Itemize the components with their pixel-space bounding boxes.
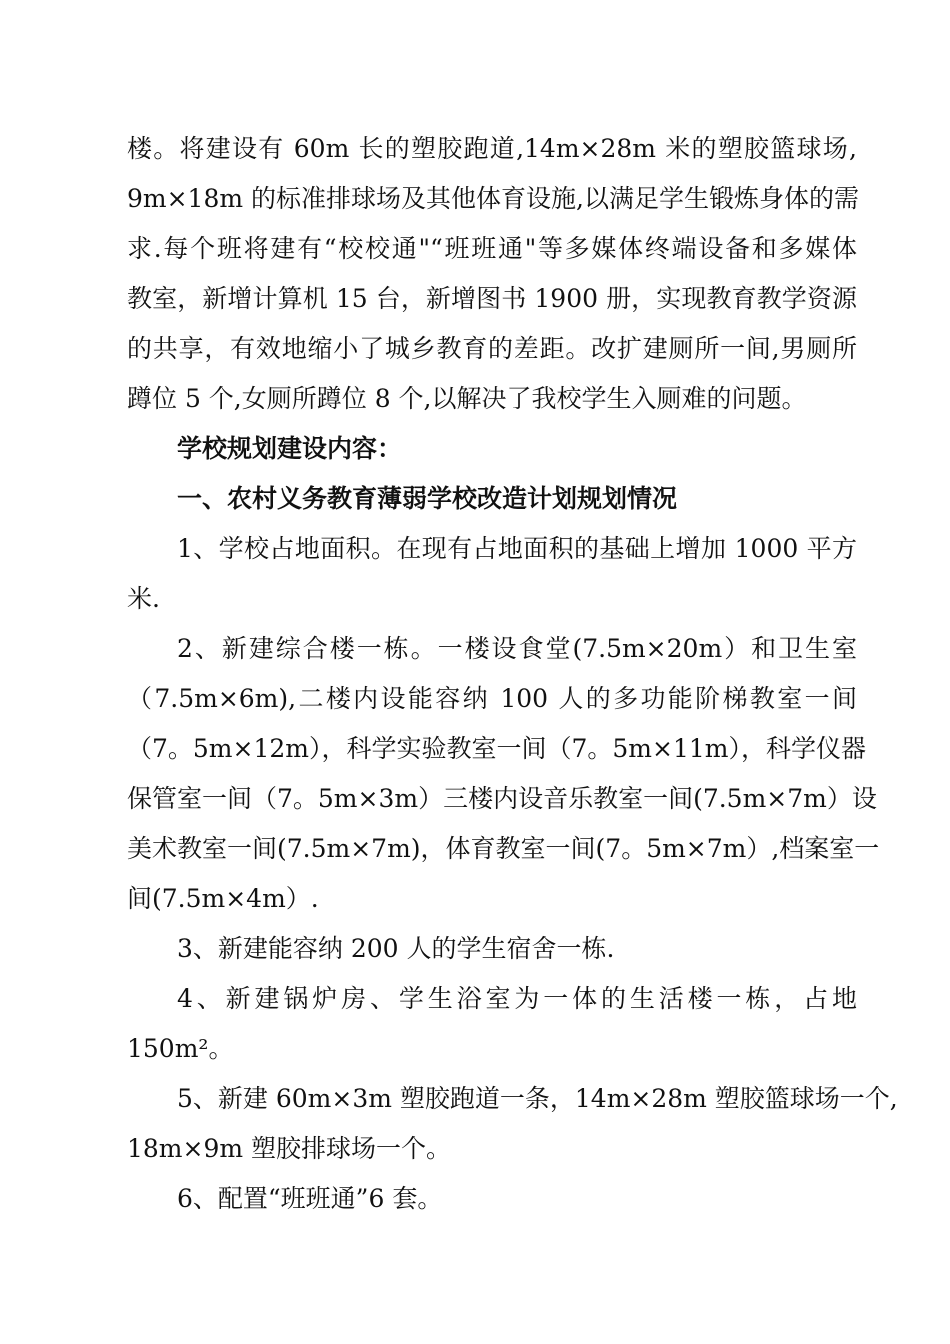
text-line: 1、学校占地面积。在现有占地面积的基础上增加 1000 平方	[177, 534, 857, 563]
text-line: 2、新建综合楼一栋。一楼设食堂(7.5m×20m）和卫生室	[177, 634, 857, 663]
text-line: 9m×18m 的标准排球场及其他体育设施,以满足学生锻炼身体的需	[127, 184, 859, 213]
text-line: 的共享，有效地缩小了城乡教育的差距。改扩建厕所一间,男厕所	[127, 334, 857, 363]
text-line: 18m×9m 塑胶排球场一个。	[127, 1134, 452, 1163]
text-line: （7。5m×12m），科学实验教室一间（7。5m×11m），科学仪器	[127, 734, 866, 763]
section-heading: 一、农村义务教育薄弱学校改造计划规划情况	[177, 484, 678, 513]
text-line: 150m²。	[127, 1034, 234, 1063]
text-line: 美术教室一间(7.5m×7m)，体育教室一间(7。5m×7m）,档案室一	[127, 834, 880, 863]
text-line: 蹲位 5 个,女厕所蹲位 8 个,以解决了我校学生入厕难的问题。	[127, 384, 807, 413]
text-line: 3、新建能容纳 200 人的学生宿舍一栋.	[177, 934, 615, 963]
text-line: 4、新建锅炉房、学生浴室为一体的生活楼一栋，占地	[177, 984, 857, 1013]
text-line: 6、配置“班班通”6 套。	[177, 1184, 443, 1213]
text-line: （7.5m×6m),二楼内设能容纳 100 人的多功能阶梯教室一间	[127, 684, 857, 713]
text-line: 求.每个班将建有“校校通"“班班通"等多媒体终端设备和多媒体	[127, 234, 857, 263]
text-line: 楼。将建设有 60m 长的塑胶跑道,14m×28m 米的塑胶篮球场,	[127, 134, 857, 163]
text-line: 教室，新增计算机 15 台，新增图书 1900 册，实现教育教学资源	[127, 284, 857, 313]
text-line: 米.	[127, 584, 160, 613]
text-line: 间(7.5m×4m）.	[127, 884, 319, 913]
section-heading: 学校规划建设内容：	[177, 434, 403, 463]
text-line: 保管室一间（7。5m×3m）三楼内设音乐教室一间(7.5m×7m）设	[127, 784, 877, 813]
text-line: 5、新建 60m×3m 塑胶跑道一条，14m×28m 塑胶篮球场一个,	[177, 1084, 898, 1113]
